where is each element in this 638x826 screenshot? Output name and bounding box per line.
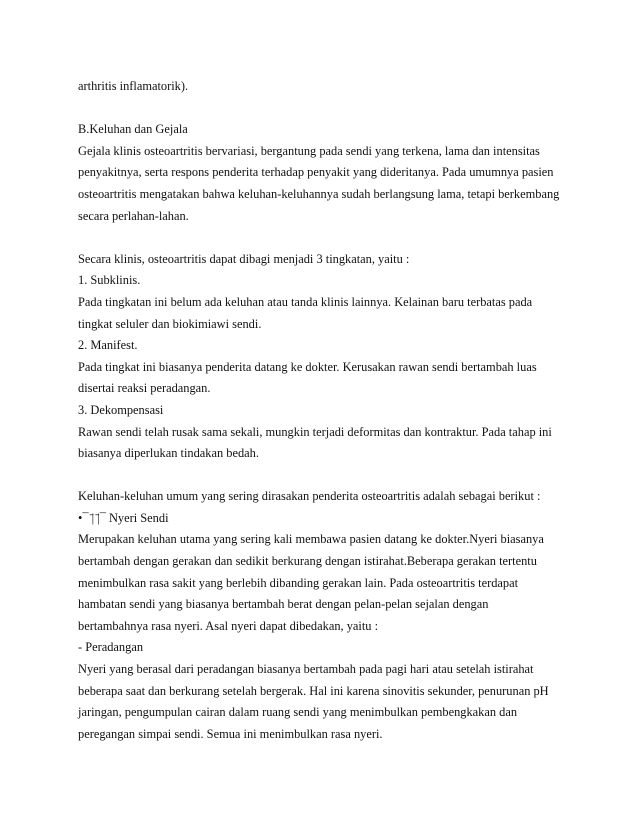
paragraph-line: disertai reaksi peradangan. (78, 381, 211, 396)
stages-intro: Secara klinis, osteoartritis dapat dibagi menjadi 3 tingkatan, yaitu : (78, 251, 410, 266)
paragraph-line: Pada tingkat ini biasanya penderita datang ke dokter. Kerusakan rawan sendi bertambah luas (78, 359, 537, 374)
spacer (78, 227, 578, 249)
paragraph-line: Gejala klinis osteoartritis bervariasi, bergantung pada sendi yang terkena, lama dan intensitas (78, 143, 540, 158)
sub-heading: - Peradangan (78, 640, 144, 655)
bullet-heading: •¯ ̄| ̄|¯ Nyeri Sendi (78, 510, 169, 525)
paragraph-line: peregangan simpai sendi. Semua ini menimbulkan rasa nyeri. (78, 726, 383, 741)
paragraph-line: Merupakan keluhan utama yang sering kali membawa pasien datang ke dokter.Nyeri biasanya (78, 532, 544, 547)
spacer (78, 465, 578, 487)
stage-title: 1. Subklinis. (78, 273, 141, 288)
stage-title: 3. Dekompensasi (78, 402, 164, 417)
complaints-intro: Keluhan-keluhan umum yang sering dirasakan penderita osteoartritis adalah sebagai berikut : (78, 489, 541, 504)
section-heading: B.Keluhan dan Gejala (78, 122, 188, 137)
paragraph-line: jaringan, pengumpulan cairan dalam ruang sendi yang menimbulkan pembengkakan dan (78, 705, 518, 720)
paragraph-line: Pada tingkatan ini belum ada keluhan atau tanda klinis lainnya. Kelainan baru terbatas pada (78, 294, 533, 309)
paragraph-line: osteoartritis mengatakan bahwa keluhan-keluhannya sudah berlangsung lama, tetapi berkembang (78, 186, 560, 201)
document-body (78, 76, 578, 745)
paragraph-line: Rawan sendi telah rusak sama sekali, mungkin terjadi deformitas dan kontraktur. Pada tahap ini (78, 424, 552, 439)
paragraph-line: biasanya diperlukan tindakan bedah. (78, 446, 259, 461)
spacer (78, 98, 578, 120)
paragraph-line: bertambahnya rasa nyeri. Asal nyeri dapat dibedakan, yaitu : (78, 618, 379, 633)
stage-title: 2. Manifest. (78, 338, 138, 353)
paragraph-line: hambatan sendi yang biasanya bertambah berat dengan pelan-pelan sejalan dengan (78, 597, 489, 612)
paragraph-line: bertambah dengan gerakan dan sedikit berkurang dengan istirahat.Beberapa gerakan tertentu (78, 554, 537, 569)
paragraph-line: menimbulkan rasa sakit yang berlebih dibanding gerakan lain. Pada osteoartritis terdapat (78, 575, 519, 590)
paragraph-line: tingkat seluler dan biokimiawi sendi. (78, 316, 262, 331)
paragraph-line: penyakitnya, serta respons penderita terhadap penyakit yang dideritanya. Pada umumnya pasien (78, 165, 554, 180)
intro-line: arthritis inflamatorik). (78, 79, 189, 93)
paragraph-line: secara perlahan-lahan. (78, 208, 189, 223)
paragraph-line: beberapa saat dan berkurang setelah bergerak. Hal ini karena sinovitis sekunder, penurunan pH (78, 683, 549, 698)
paragraph-line: Nyeri yang berasal dari peradangan biasanya bertambah pada pagi hari atau setelah istirahat (78, 662, 534, 677)
